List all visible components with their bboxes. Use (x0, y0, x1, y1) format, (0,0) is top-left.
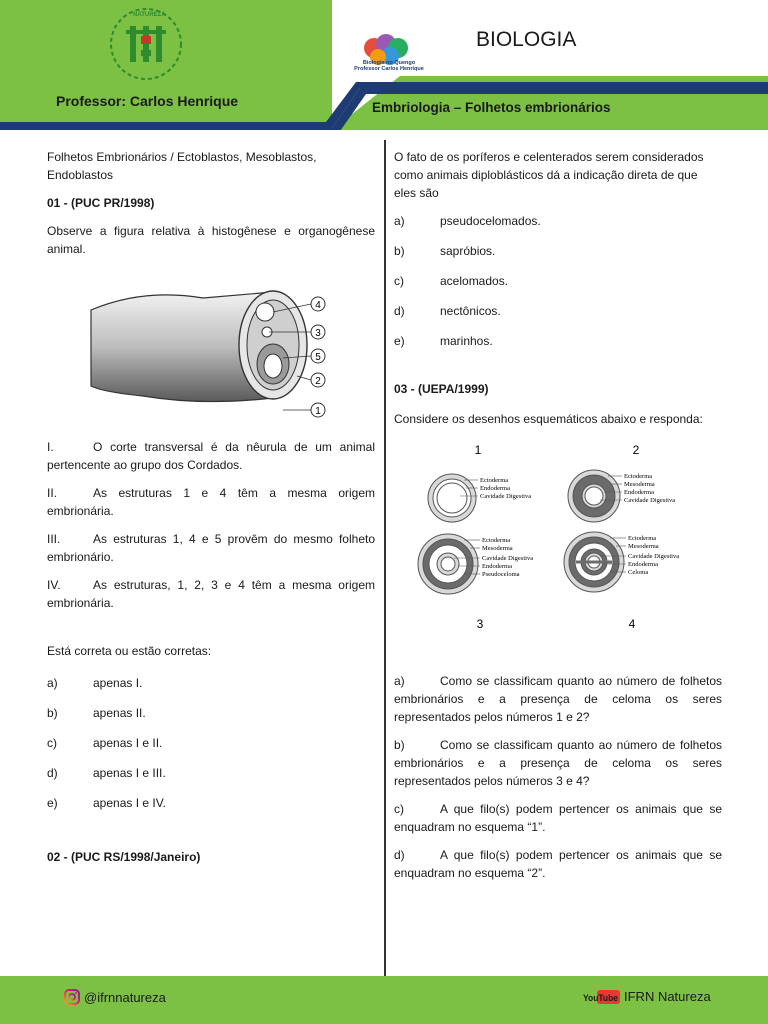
question-1-text: Observe a figura relativa à histogênese e organogênese animal. (47, 224, 375, 256)
svg-text:Cavidade Digestiva: Cavidade Digestiva (480, 493, 532, 500)
svg-text:Endoderma: Endoderma (624, 489, 654, 496)
q3-item-b: b) Como se classificam quanto ao número de folhetos embrionários e a presença de celoma os seres representados pelos números 3 e 4? (394, 738, 722, 788)
svg-text:Endoderma: Endoderma (480, 485, 510, 492)
svg-text:Celoma: Celoma (628, 569, 649, 576)
statement-4: IV. As estruturas, 1, 2, 3 e 4 têm a mesma origem embrionária. (47, 578, 375, 610)
option-c[interactable]: c) apenas I e II. (47, 736, 163, 750)
svg-text:Cavidade Digestiva: Cavidade Digestiva (482, 555, 534, 562)
instagram-handle: @ifrnnatureza (84, 989, 166, 1005)
youtube-channel: IFRN Natureza (624, 989, 711, 1004)
neurula-figure (83, 268, 383, 428)
figure-label-1: 1 (315, 406, 321, 417)
q2-option-b[interactable]: b) sapróbios. (394, 244, 496, 258)
q3-item-d: d) A que filo(s) podem pertencer os animais que se enquadram no esquema “2”. (394, 848, 722, 880)
svg-text:Mesoderma: Mesoderma (482, 545, 513, 552)
question-2-text: O fato de os poríferos e celenterados serem considerados como animais diploblásticos dá a indicação direta de que eles são (394, 150, 704, 200)
statement-1: I. O corte transversal é da nêurula de um animal pertencente ao grupo dos Cordados. (47, 440, 375, 472)
svg-text:Ectoderma: Ectoderma (628, 535, 657, 542)
svg-text:Endoderma: Endoderma (628, 561, 658, 568)
option-e[interactable]: e) apenas I e IV. (47, 796, 166, 810)
svg-text:Pseudoceloma: Pseudoceloma (482, 571, 520, 578)
q2-option-d[interactable]: d) nectônicos. (394, 304, 501, 318)
diagram-4 (564, 532, 679, 592)
statement-3: III. As estruturas 1, 4 e 5 provêm do mesmo folheto embrionário. (47, 532, 375, 564)
svg-text:Endoderma: Endoderma (482, 563, 512, 570)
diagram-number-4: 4 (628, 617, 636, 631)
instagram-link[interactable] (64, 989, 166, 1005)
diagram-2 (568, 470, 675, 522)
option-b[interactable]: b) apenas II. (47, 706, 146, 720)
svg-text:Cavidade Digestiva: Cavidade Digestiva (628, 553, 680, 560)
diagram-number-2: 2 (632, 443, 640, 457)
q2-option-c[interactable]: c) acelomados. (394, 274, 509, 288)
question-1-title: 01 - (PUC PR/1998) (47, 196, 155, 210)
option-d[interactable]: d) apenas I e III. (47, 766, 166, 780)
youtube-link[interactable] (582, 989, 711, 1004)
page-header (0, 0, 768, 136)
quengo-subtitle: Professor Carlos Henrique (354, 66, 424, 72)
page-footer (0, 976, 768, 1024)
diagram-number-1: 1 (474, 443, 482, 457)
diagram-3 (418, 534, 533, 594)
svg-text:Ectoderma: Ectoderma (624, 473, 653, 480)
figure-label-3: 3 (315, 328, 321, 339)
svg-text:Mesoderma: Mesoderma (628, 543, 659, 550)
statement-2: II. As estruturas 1 e 4 têm a mesma origem embrionária. (47, 486, 375, 518)
diagram-number-3: 3 (476, 617, 484, 631)
figure-label-4: 4 (315, 300, 321, 311)
q2-option-e[interactable]: e) marinhos. (394, 334, 493, 348)
instagram-icon (64, 989, 80, 1005)
germ-layers-diagram (404, 442, 724, 642)
svg-text:YouTube: YouTube (583, 992, 618, 1003)
quengo-name: Biologia no Quengo (362, 60, 416, 66)
figure-label-2: 2 (315, 376, 321, 387)
youtube-icon (582, 990, 620, 1004)
question-2-title: 02 - (PUC RS/1998/Janeiro) (47, 850, 201, 864)
column-divider (384, 140, 386, 976)
q2-option-a[interactable]: a) pseudocelomados. (394, 214, 541, 228)
professor-name: Professor: Carlos Henrique (56, 93, 239, 109)
q3-item-a: a) Como se classificam quanto ao número de folhetos embrionários e a presença de celoma os seres representados pelos números 1 e 2? (394, 674, 722, 724)
svg-text:Ectoderma: Ectoderma (480, 477, 509, 484)
natureza-logo-text: NATUREZA (133, 12, 166, 18)
left-column (47, 148, 375, 866)
question-3-text: Considere os desenhos esquemáticos abaixo e responda: (394, 412, 703, 426)
question-3-title: 03 - (UEPA/1999) (394, 382, 489, 396)
topic-title: Embriologia – Folhetos embrionários (372, 100, 611, 115)
q3-item-c: c) A que filo(s) podem pertencer os animais que se enquadram no esquema “1”. (394, 802, 722, 834)
intro-text: Folhetos Embrionários / Ectoblastos, Mesoblastos, Endoblastos (47, 150, 317, 182)
option-a[interactable]: a) apenas I. (47, 676, 143, 690)
question-1-prompt: Está correta ou estão corretas: (47, 644, 212, 658)
svg-text:Cavidade Digestiva: Cavidade Digestiva (624, 497, 676, 504)
svg-text:Mesoderma: Mesoderma (624, 481, 655, 488)
right-column (394, 148, 722, 892)
figure-label-5: 5 (315, 352, 321, 363)
quengo-caption (352, 60, 426, 72)
diagram-1 (428, 474, 531, 522)
svg-text:Ectoderma: Ectoderma (482, 537, 511, 544)
subject-title: BIOLOGIA (476, 28, 577, 51)
